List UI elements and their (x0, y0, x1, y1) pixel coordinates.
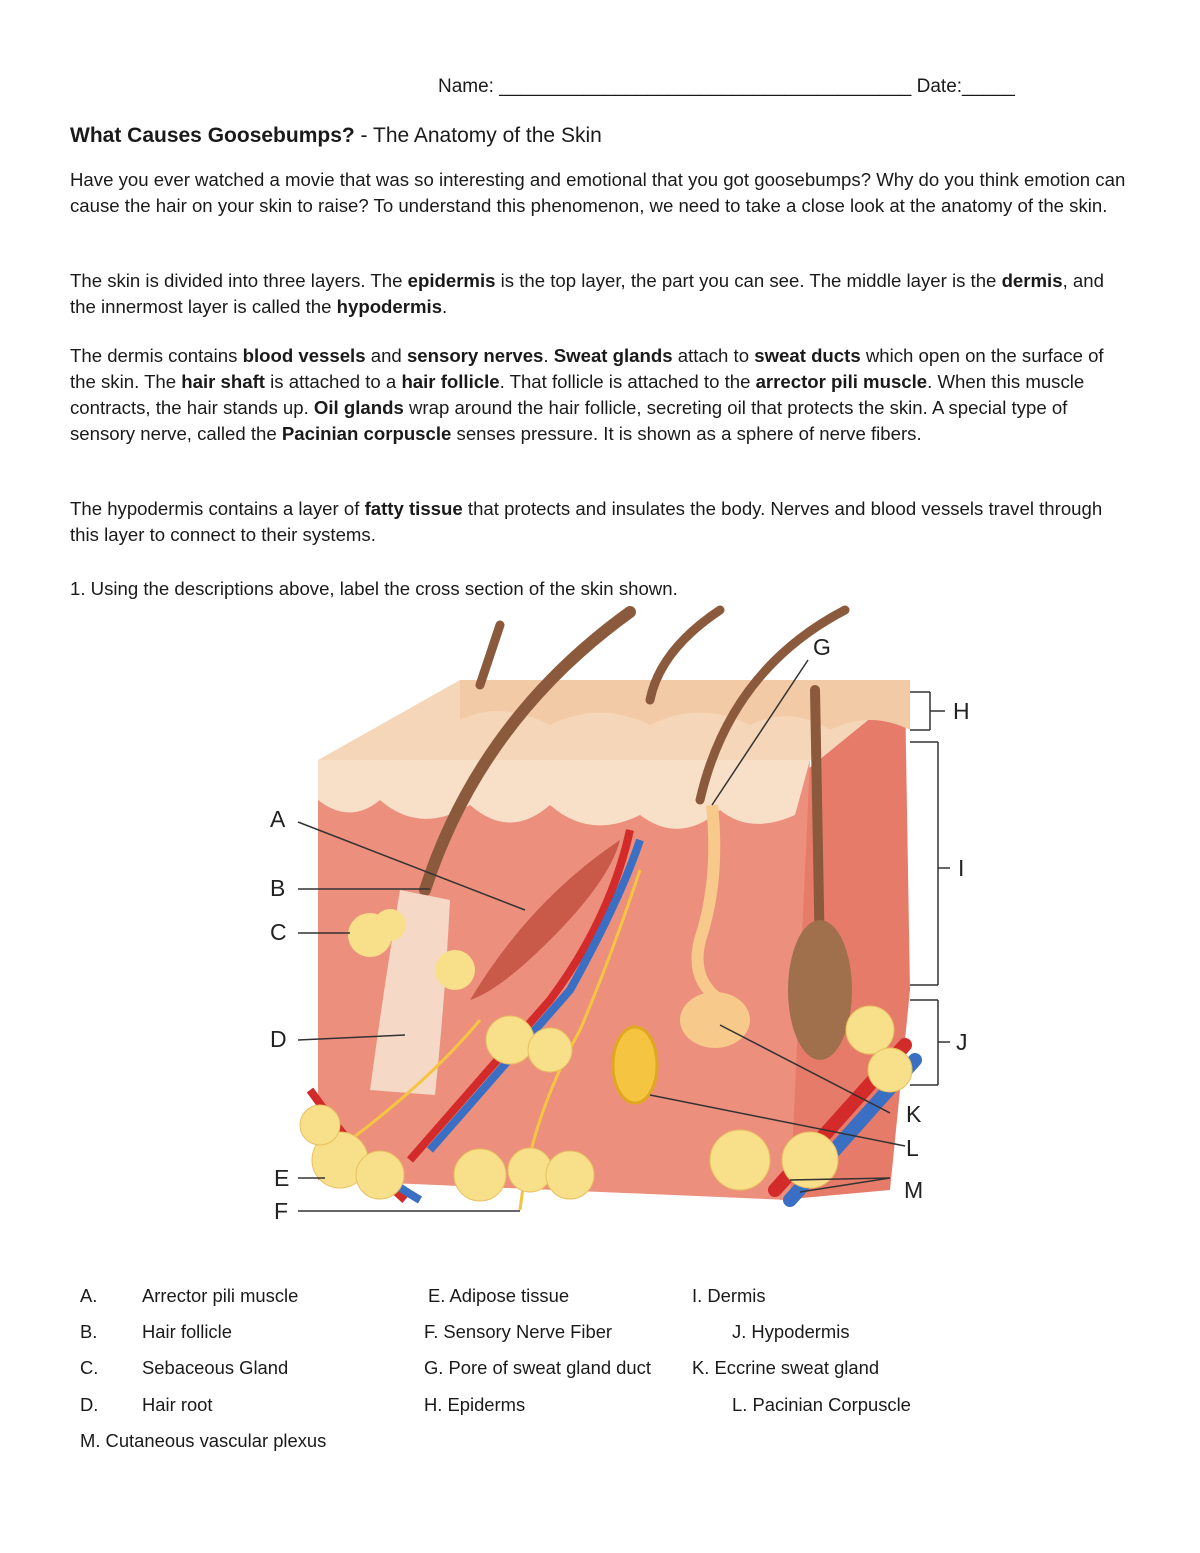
key-item-g: G. Pore of sweat gland duct (424, 1357, 651, 1378)
label-k: K (906, 1101, 922, 1127)
question-1: 1. Using the descriptions above, label the cross section of the skin shown. (70, 578, 678, 599)
label-h: H (953, 698, 970, 724)
page-title (70, 124, 602, 148)
label-g: G (813, 634, 831, 660)
hair-shaft-5 (815, 690, 820, 960)
key-item-l: L. Pacinian Corpuscle (732, 1394, 911, 1415)
hypodermis-paragraph: The hypodermis contains a layer of fatty tissue that protects and insulates the body. Nerves and blood vessels travel through this layer to connect to their systems. (70, 498, 1103, 545)
label-m: M (904, 1177, 924, 1203)
label-d: D (270, 1026, 287, 1052)
label-i: I (958, 855, 965, 881)
key-item-b: B. Hair follicle (80, 1321, 232, 1342)
key-item-i: I. Dermis (692, 1285, 766, 1306)
pacinian-corpuscle (613, 1027, 657, 1103)
eccrine-sweat-gland (680, 992, 750, 1048)
label-c: C (270, 919, 287, 945)
key-item-m: M. Cutaneous vascular plexus (80, 1430, 327, 1451)
key-item-d: D. Hair root (80, 1394, 213, 1415)
label-l: L (906, 1135, 919, 1161)
hair-follicle-right (788, 920, 852, 1060)
key-item-k: K. Eccrine sweat gland (692, 1357, 880, 1378)
title-subtitle: - The Anatomy of the Skin (354, 124, 602, 147)
key-item-f: F. Sensory Nerve Fiber (424, 1321, 613, 1342)
dermis-paragraph: The dermis contains blood vessels and sensory nerves. Sweat glands attach to sweat ducts which open on the surface of the skin. The hair shaft is attached to a hair follicle. That follicle is attached to the arrector pili muscle. When this muscle contracts, the hair stands up. Oil glands wrap around the hair follicle, secreting oil that protects the skin. A special type of sensory nerve, called the Pacinian corpuscle senses pressure. It is shown as a sphere of nerve fibers. (70, 345, 1104, 444)
key-item-a: A. Arrector pili muscle (80, 1285, 299, 1306)
key-item-j: J. Hypodermis (732, 1321, 850, 1342)
name-date-line: Name: _______________________________________ Date:_____ (438, 76, 1015, 97)
label-a: A (270, 806, 286, 832)
key-item-c: C. Sebaceous Gland (80, 1357, 289, 1378)
label-j: J (956, 1029, 968, 1055)
title-bold: What Causes Goosebumps? (70, 124, 355, 147)
label-f: F (274, 1198, 289, 1224)
intro-paragraph: Have you ever watched a movie that was so interesting and emotional that you got goosebumps? Why do you think emotion can cause the hair on your skin to raise? To understand this phenomenon, we need to take a close look at the anatomy of the skin. (70, 169, 1126, 216)
skin-cross-section-diagram (250, 600, 1010, 1240)
hair-shaft-1 (480, 625, 500, 685)
key-item-e: E. Adipose tissue (428, 1285, 570, 1306)
key-item-h: H. Epiderms (424, 1394, 526, 1415)
label-e: E (274, 1165, 290, 1191)
layers-paragraph: The skin is divided into three layers. The epidermis is the top layer, the part you can see. The middle layer is the dermis, and the innermost layer is called the hypodermis. (70, 270, 1104, 317)
label-b: B (270, 875, 286, 901)
